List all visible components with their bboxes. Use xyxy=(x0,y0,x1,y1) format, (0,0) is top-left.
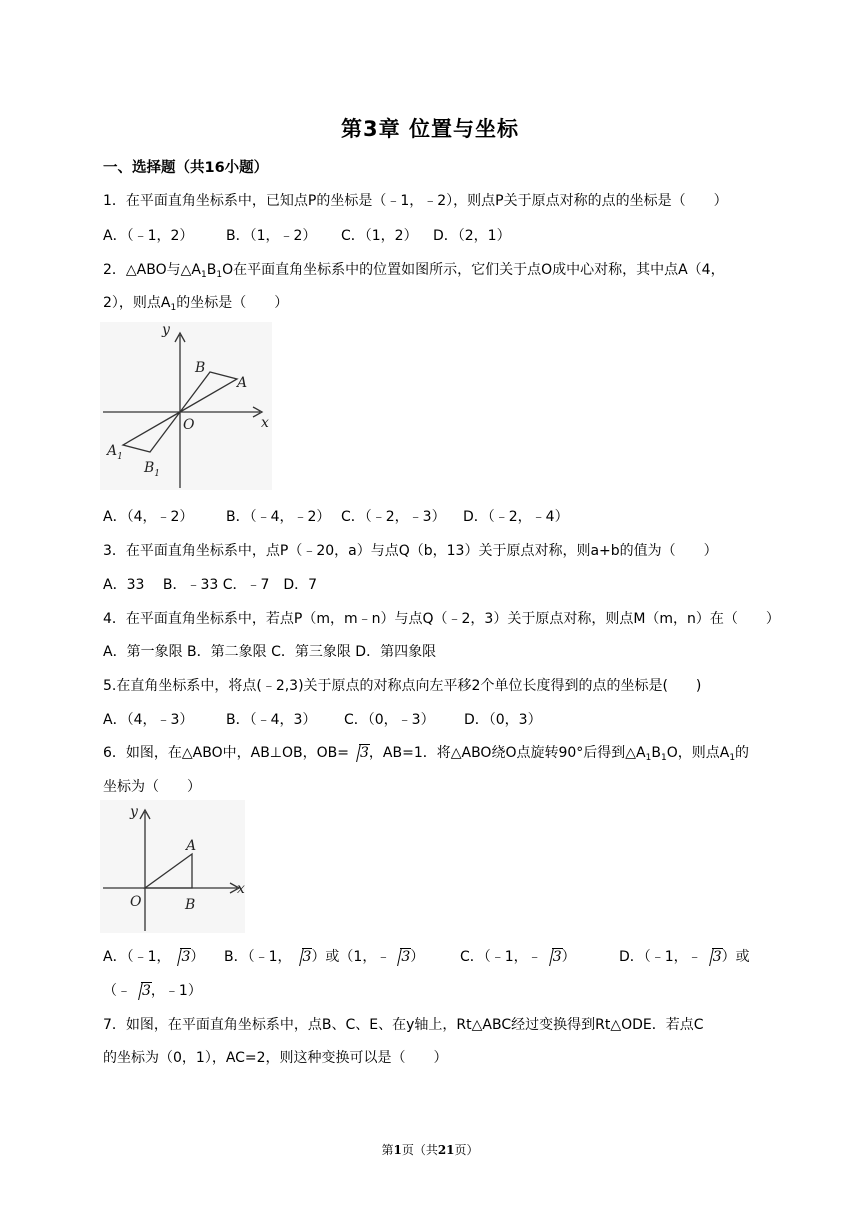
q7-stem-line1: 7．如图，在平面直角坐标系中，点B、C、E、在y轴上，Rt△ABC经过变换得到Rt△ODE．若点C xyxy=(103,1017,704,1033)
q1-stem: 1．在平面直角坐标系中，已知点P的坐标是（﹣1，﹣2），则点P关于原点对称的点的坐标是（ ） xyxy=(103,193,728,209)
q2-option-d: D．（﹣2，﹣4） xyxy=(463,509,569,525)
sqrt3: 3 xyxy=(349,745,369,761)
point-a-label: A xyxy=(237,375,248,391)
q2-option-c: C．（﹣2，﹣3） xyxy=(341,509,446,525)
q2-stem-line1: 2．△ABO与$\triangle A_1B_1O$在平面直角坐标系中的位置如图所示，它们关于点O成中心对称，其中点A（4， xyxy=(103,262,725,280)
q2-option-b: B．（﹣4，﹣2） xyxy=(226,509,331,525)
q6-figure xyxy=(100,800,245,933)
q6-option-a: A．（﹣1， 3） xyxy=(103,949,205,965)
q1-option-b: B．（1，﹣2） xyxy=(226,228,317,244)
point-b-label: B xyxy=(195,360,206,376)
q3-stem: 3．在平面直角坐标系中，点P（﹣20，a）与点Q（b，13）关于原点对称，则a+b的值为（ ） xyxy=(103,543,718,559)
q1-option-d: D．（2，1） xyxy=(433,228,511,244)
q5-option-d: D．（0，3） xyxy=(464,712,542,728)
q6-stem-line1: 6．如图，在△ABO中，AB⊥OB，OB= 3，AB=1．将△ABO绕O点旋转90°后得到$\triangle A_1B_1O$，则点$A_1$的 xyxy=(103,745,750,763)
q2-option-a: A．（4，﹣2） xyxy=(103,509,194,525)
q4-options: A．第一象限 B．第二象限 C．第三象限 D．第四象限 xyxy=(103,644,437,660)
origin-label: O xyxy=(130,894,142,910)
q5-stem: 5.在直角坐标系中，将点(﹣2,3)关于原点的对称点向左平移2个单位长度得到的点的坐标是( ) xyxy=(103,678,702,694)
q1-option-c: C．（1，2） xyxy=(341,228,418,244)
point-b1-label: $B_1$ xyxy=(144,460,161,479)
q4-stem: 4．在平面直角坐标系中，若点P（m，m﹣n）与点Q（﹣2，3）关于原点对称，则点M（m，n）在（ ） xyxy=(103,611,780,627)
q5-option-c: C．（0，﹣3） xyxy=(344,712,435,728)
page-footer: 第1页（共21页） xyxy=(381,1143,479,1157)
origin-label: O xyxy=(183,417,195,433)
q6-option-c: C．（﹣1，﹣ 3） xyxy=(460,949,576,965)
q1-options xyxy=(103,225,511,245)
q6-options-line1 xyxy=(103,946,750,966)
q1-option-a: A．（﹣1，2） xyxy=(103,228,194,244)
page-title: 第3章 位置与坐标 xyxy=(341,117,519,141)
x-label: x xyxy=(261,415,269,431)
q5-option-a: A．（4，﹣3） xyxy=(103,712,194,728)
point-b-label: B xyxy=(185,897,196,913)
q6-option-b: B．（﹣1， 3）或（1，﹣ 3） xyxy=(224,949,425,965)
q6-option-d: D．（﹣1，﹣ 3）或 xyxy=(619,949,750,965)
q6-stem-line2: 坐标为（ ） xyxy=(103,779,201,795)
section-heading: 一、选择题（共16小题） xyxy=(103,160,269,176)
y-label: y xyxy=(130,804,138,820)
q3-options: A．33 B．﹣33 C．﹣7 D．7 xyxy=(103,577,318,593)
q2-options xyxy=(103,506,569,526)
q6-options-line2: （﹣ 3，﹣1） xyxy=(103,983,202,999)
q2-stem-line2: 2），则点$A_1$的坐标是（ ） xyxy=(103,295,289,313)
q7-stem-line2: 的坐标为（0，1），AC=2，则这种变换可以是（ ） xyxy=(103,1050,448,1066)
q5-options xyxy=(103,709,542,729)
x-label: x xyxy=(237,881,245,897)
point-a-label: A xyxy=(186,838,197,854)
y-label: y xyxy=(162,322,170,338)
q5-option-b: B．（﹣4，3） xyxy=(226,712,317,728)
q2-figure xyxy=(100,322,272,490)
point-a1-label: $A_1$ xyxy=(107,443,123,462)
